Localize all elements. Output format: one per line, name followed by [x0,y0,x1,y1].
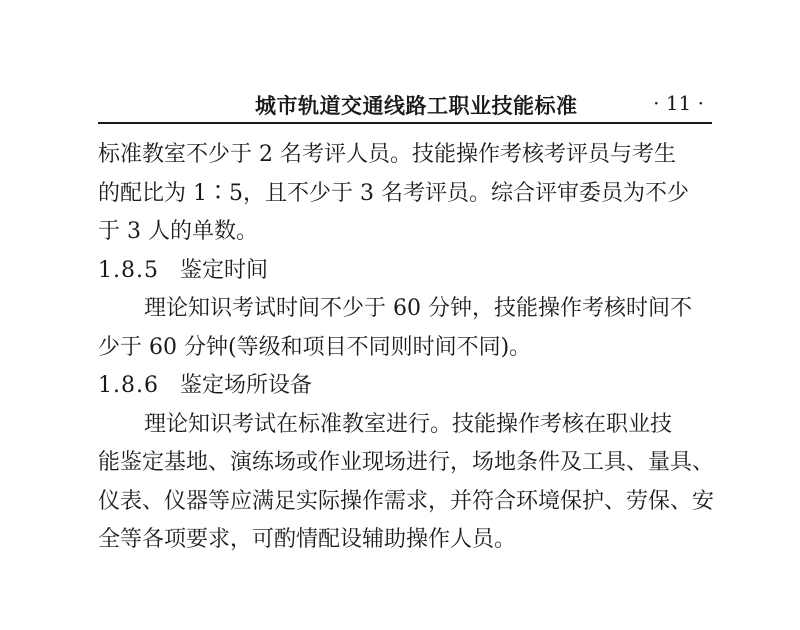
paragraph-line: 于 3 人的单数。 [98,219,258,244]
section-heading-1-8-5 [98,252,714,291]
paragraph-line: 的配比为 1∶5，且不少于 3 名考评员。综合评审委员为不少 [98,180,689,206]
paragraph-line: 标准教室不少于 2 名考评人员。技能操作考核考评员与考生 [98,142,676,167]
section-heading-1-8-6 [98,367,714,406]
running-header-title: 城市轨道交通线路工职业技能标准 [255,94,578,118]
section-title: 鉴定场所设备 [180,373,313,398]
section-number: 1.8.6 [98,373,159,398]
paragraph-line: 仪表、仪器等应满足实际操作需求，并符合环境保护、劳保、安 [98,488,715,514]
body-text [98,136,714,560]
paragraph-line: 少于 60 分钟(等级和项目不同则时间不同)。 [98,334,532,360]
section-number: 1.8.5 [98,257,159,283]
paragraph-line: 理论知识考试时间不少于 60 分钟，技能操作考核时间不 [144,296,692,321]
section-title: 鉴定时间 [180,257,269,283]
page-number: · 11 · [653,91,704,115]
running-header [98,88,712,124]
paragraph-line: 能鉴定基地、演练场或作业现场进行，场地条件及工具、量具、 [98,450,715,475]
paragraph-line: 理论知识考试在标准教室进行。技能操作考核在职业技 [144,411,673,437]
paragraph-line: 全等各项要求，可酌情配设辅助操作人员。 [98,527,517,552]
